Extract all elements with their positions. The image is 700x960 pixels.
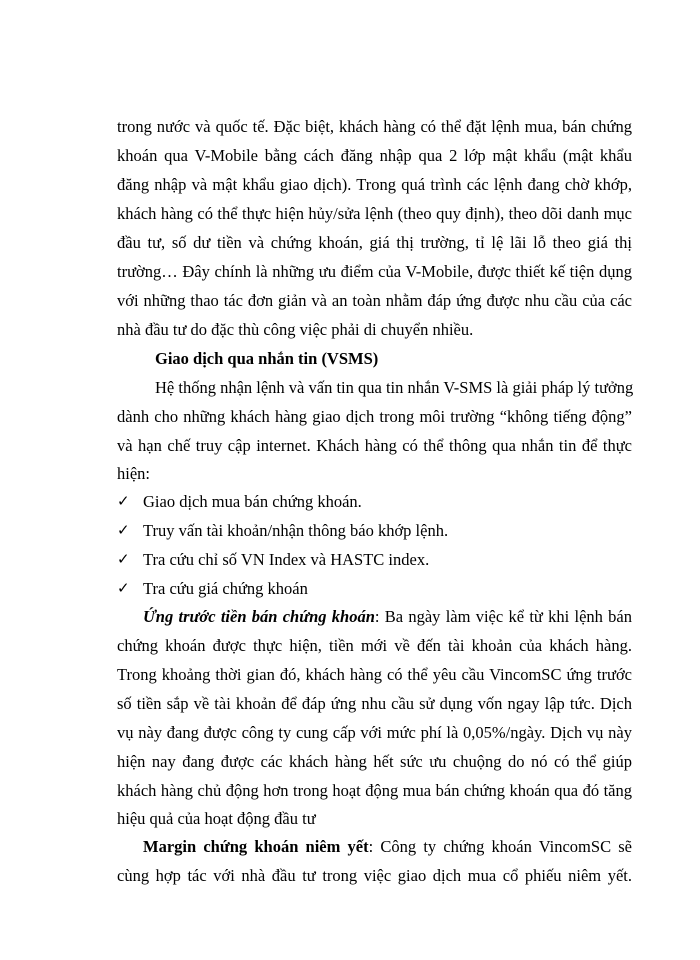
paragraph-line: khách hàng có thể thực hiện hủy/sửa lệnh (theo quy định), theo dõi danh mục	[117, 204, 632, 223]
paragraph-line: với những thao tác đơn giản và an toàn nhằm đáp ứng được nhu cầu của các	[117, 291, 632, 310]
paragraph-line: hiện nay đang được các khách hàng hết sức ưu chuộng do nó có thể giúp	[117, 752, 632, 771]
checkmark-icon: ✓	[117, 494, 130, 510]
checkmark-icon: ✓	[117, 581, 130, 597]
paragraph-line: dành cho những khách hàng giao dịch trong môi trường “không tiếng động”	[117, 407, 632, 426]
list-item: Truy vấn tài khoản/nhận thông báo khớp lệnh.	[143, 521, 449, 540]
list-item: Tra cứu chỉ số VN Index và HASTC index.	[143, 550, 430, 569]
run-in-text: : Công ty chứng khoán VincomSC sẽ	[368, 837, 632, 856]
paragraph-line: khoán qua V-Mobile bằng cách đăng nhập qua 2 lớp mật khẩu (mật khẩu	[117, 146, 632, 165]
paragraph-line: cùng hợp tác với nhà đầu tư trong việc giao dịch mua cổ phiếu niêm yết.	[117, 866, 632, 885]
paragraph-line: nhà đầu tư do đặc thù công việc phải di chuyển nhiều.	[117, 320, 474, 339]
paragraph-line: trong nước và quốc tế. Đặc biệt, khách hàng có thể đặt lệnh mua, bán chứng	[117, 117, 632, 136]
paragraph-line: trường… Đây chính là những ưu điểm của V-Mobile, được thiết kế tiện dụng	[117, 262, 632, 281]
paragraph-line: đầu tư, số dư tiền và chứng khoán, giá thị trường, tỉ lệ lãi lỗ theo giá thị	[117, 233, 632, 252]
paragraph-line: chứng khoán được thực hiện, tiền mới về đến tài khoản của khách hàng.	[117, 636, 632, 655]
paragraph-line: hiện:	[117, 464, 150, 483]
list-item: Tra cứu giá chứng khoán	[143, 579, 308, 598]
paragraph-line: Trong khoảng thời gian đó, khách hàng có thể yêu cầu VincomSC ứng trước	[117, 665, 632, 684]
run-in-title-margin: Margin chứng khoán niêm yết	[143, 837, 369, 856]
run-in-title-advance: Ứng trước tiền bán chứng khoán	[143, 607, 375, 626]
paragraph-line: số tiền sắp về tài khoản để đáp ứng nhu cầu sử dụng vốn ngay lập tức. Dịch	[117, 694, 632, 713]
paragraph-line: đăng nhập và mật khẩu giao dịch). Trong quá trình các lệnh đang chờ khớp,	[117, 175, 632, 194]
checkmark-icon: ✓	[117, 523, 130, 539]
paragraph-line: hiệu quả của hoạt động đầu tư	[117, 809, 316, 828]
paragraph-line: khách hàng chủ động hơn trong hoạt động mua bán chứng khoán qua đó tăng	[117, 781, 632, 800]
checkmark-icon: ✓	[117, 552, 130, 568]
paragraph-first-line	[143, 837, 632, 857]
paragraph-line: vụ này đang được công ty cung cấp với mức phí là 0,05%/ngày. Dịch vụ này	[117, 723, 632, 742]
section-heading-vsms: Giao dịch qua nhắn tin (VSMS)	[155, 349, 379, 368]
paragraph-first-line	[143, 607, 632, 627]
list-item: Giao dịch mua bán chứng khoán.	[143, 492, 362, 511]
paragraph-line: và hạn chế truy cập internet. Khách hàng có thể thông qua nhắn tin để thực	[117, 436, 632, 455]
run-in-text: : Ba ngày làm việc kể từ khi lệnh bán	[374, 607, 632, 626]
paragraph-line: Hệ thống nhận lệnh và vấn tin qua tin nhắn V-SMS là giải pháp lý tưởng	[155, 378, 634, 397]
